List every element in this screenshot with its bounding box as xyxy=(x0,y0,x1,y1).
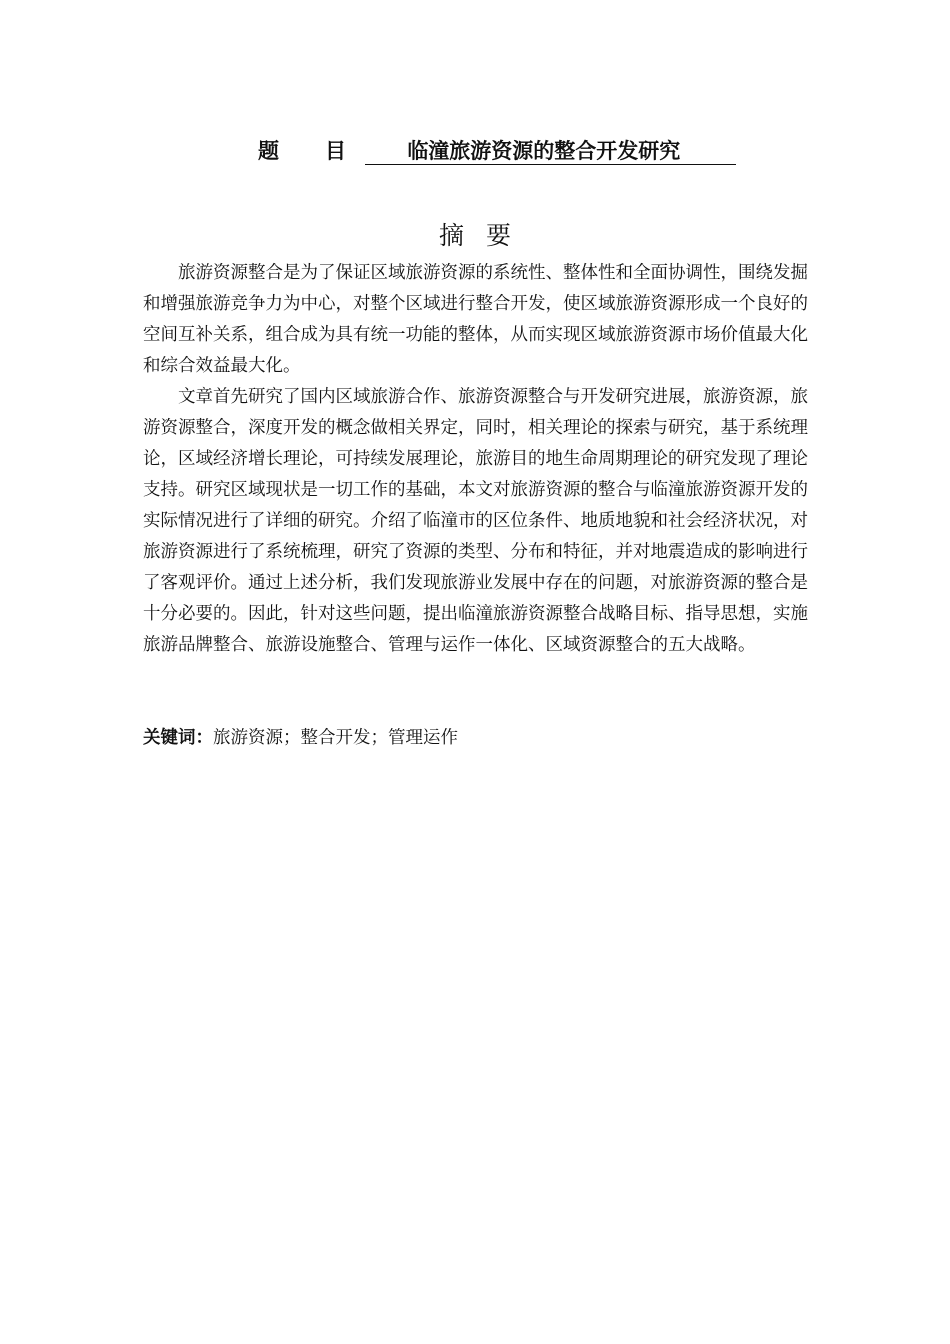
keywords-line xyxy=(143,723,808,754)
abstract-paragraph-1: 旅游资源整合是为了保证区域旅游资源的系统性、整体性和全面协调性，围绕发掘和增强旅游竞争力为中心，对整个区域进行整合开发，使区域旅游资源形成一个良好的空间互补关系，组合成为具有统一功能的整体，从而实现区域旅游资源市场价值最大化和综合效益最大化。 xyxy=(143,263,808,376)
keywords-label: 关键词： xyxy=(143,728,213,748)
thesis-title: 临潼旅游资源的整合开发研究 xyxy=(365,138,736,165)
abstract-heading: 摘要 xyxy=(438,221,533,250)
abstract-body xyxy=(143,258,808,661)
keywords-value: 旅游资源；整合开发；管理运作 xyxy=(213,728,458,748)
thesis-title-row xyxy=(258,136,778,170)
abstract-paragraph-2: 文章首先研究了国内区域旅游合作、旅游资源整合与开发研究进展，旅游资源，旅游资源整合，深度开发的概念做相关界定，同时，相关理论的探索与研究，基于系统理论，区域经济增长理论，可持续发展理论，旅游目的地生命周期理论的研究发现了理论支持。研究区域现状是一切工作的基础，本文对旅游资源的整合与临潼旅游资源开发的实际情况进行了详细的研究。介绍了临潼市的区位条件、地质地貌和社会经济状况，对旅游资源进行了系统梳理，研究了资源的类型、分布和特征，并对地震造成的影响进行了客观评价。通过上述分析，我们发现旅游业发展中存在的问题，对旅游资源的整合是十分必要的。因此，针对这些问题，提出临潼旅游资源整合战略目标、指导思想，实施旅游品牌整合、旅游设施整合、管理与运作一体化、区域资源整合的五大战略。 xyxy=(143,387,808,655)
title-label: 题目 xyxy=(258,139,392,163)
